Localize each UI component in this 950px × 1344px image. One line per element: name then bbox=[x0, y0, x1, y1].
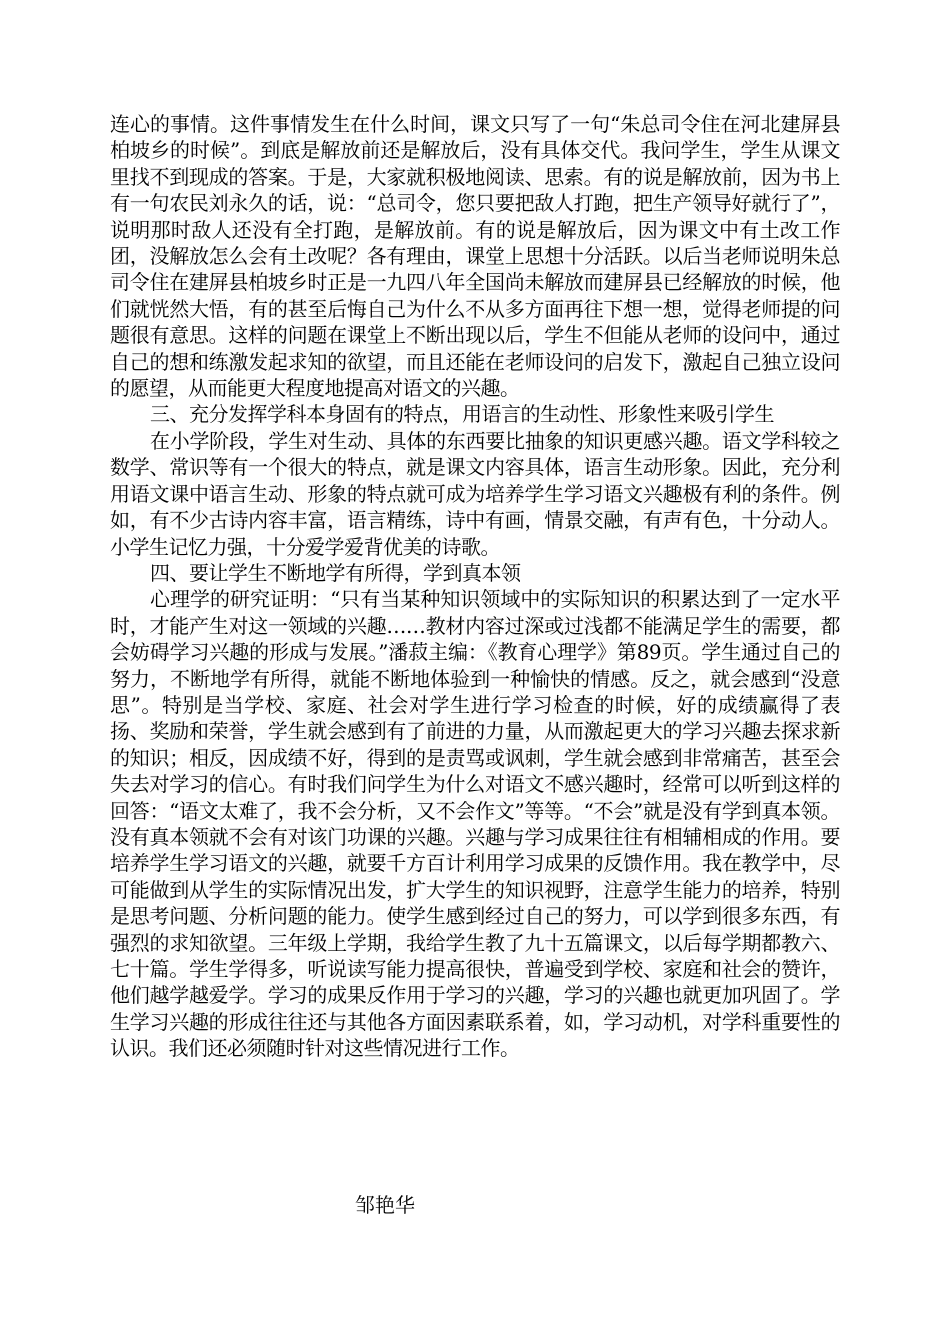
paragraph-section-four: 心理学的研究证明：“只有当某种知识领域中的实际知识的积累达到了一定水平时，才能产生对这一领域的兴趣……教材内容过深或过浅都不能满足学生的需要，都会妨碍学习兴趣的形成与发展。”潘菽主编：《教育心理学》第89页。学生通过自己的努力，不断地学有所得，就能不断地体验到一种愉快的情感。反之，就会感到“没意思”。特别是当学校、家庭、社会对学生进行学习检查的时候，好的成绩赢得了表扬、奖励和荣誉，学生就会感到有了前进的力量，从而激起更大的学习兴趣去探求新的知识；相反，因成绩不好，得到的是责骂或讽刺，学生就会感到非常痛苦，甚至会失去对学习的信心。有时我们问学生为什么对语文不感兴趣时，经常可以听到这样的回答：“语文太难了，我不会分析，又不会作文”等等。“不会”就是没有学到真本领。没有真本领就不会有对该门功课的兴趣。兴趣与学习成果往往有相辅相成的作用。要培养学生学习语文的兴趣，就要千方百计利用学习成果的反馈作用。我在教学中，尽可能做到从学生的实际情况出发，扩大学生的知识视野，注意学生能力的培养，特别是思考问题、分析问题的能力。使学生感到经过自己的努力，可以学到很多东西，有强烈的求知欲望。三年级上学期，我给学生教了九十五篇课文，以后每学期都教六、七十篇。学生学得多，听说读写能力提高很快，普遍受到学校、家庭和社会的赞许，他们越学越爱学。学习的成果反作用于学习的兴趣，学习的兴趣也就更加巩固了。学生学习兴趣的形成往往还与其他各方面因素联系着，如，学习动机，对学科重要性的认识。我们还必须随时针对这些情况进行工作。 bbox=[110, 587, 840, 1061]
section-heading-three: 三、充分发挥学科本身固有的特点，用语言的生动性、形象性来吸引学生 bbox=[150, 402, 774, 427]
document-body bbox=[110, 111, 840, 1062]
section-heading-four: 四、要让学生不断地学有所得，学到真本领 bbox=[150, 560, 521, 585]
author-signature: 邹艳华 bbox=[355, 1193, 415, 1217]
paragraph-continued-text: 连心的事情。这件事情发生在什么时间，课文只写了一句“朱总司令住在河北建屏县柏坡乡的时候”。到底是解放前还是解放后，没有具体交代。我问学生，学生从课文里找不到现成的答案。于是，大家就积极地阅读、思索。有的说是解放前，因为书上有一句农民刘永久的话，说：“总司令，您只要把敌人打跑，把生产领导好就行了”，说明那时敌人还没有全打跑，是解放前。有的说是解放后，因为课文中有土改工作团，没解放怎么会有土改呢？各有理由，课堂上思想十分活跃。以后当老师说明朱总司令住在建屏县柏坡乡时正是一九四八年全国尚未解放而建屏县已经解放的时候，他们就恍然大悟，有的甚至后悔自己为什么不从多方面再往下想一想，觉得老师提的问题很有意思。这样的问题在课堂上不断出现以后，学生不但能从老师的设问中，通过自己的想和练激发起求知的欲望，而且还能在老师设问的启发下，激起自己独立设问的愿望，从而能更大程度地提高对语文的兴趣。 bbox=[110, 112, 840, 401]
paragraph-section-three: 在小学阶段，学生对生动、具体的东西要比抽象的知识更感兴趣。语文学科较之数学、常识等有一个很大的特点，就是课文内容具体，语言生动形象。因此，充分利用语文课中语言生动、形象的特点就可成为培养学生学习语文兴趣极有利的条件。例如，有不少古诗内容丰富，语言精练，诗中有画，情景交融，有声有色，十分动人。小学生记忆力强，十分爱学爱背优美的诗歌。 bbox=[110, 428, 840, 559]
